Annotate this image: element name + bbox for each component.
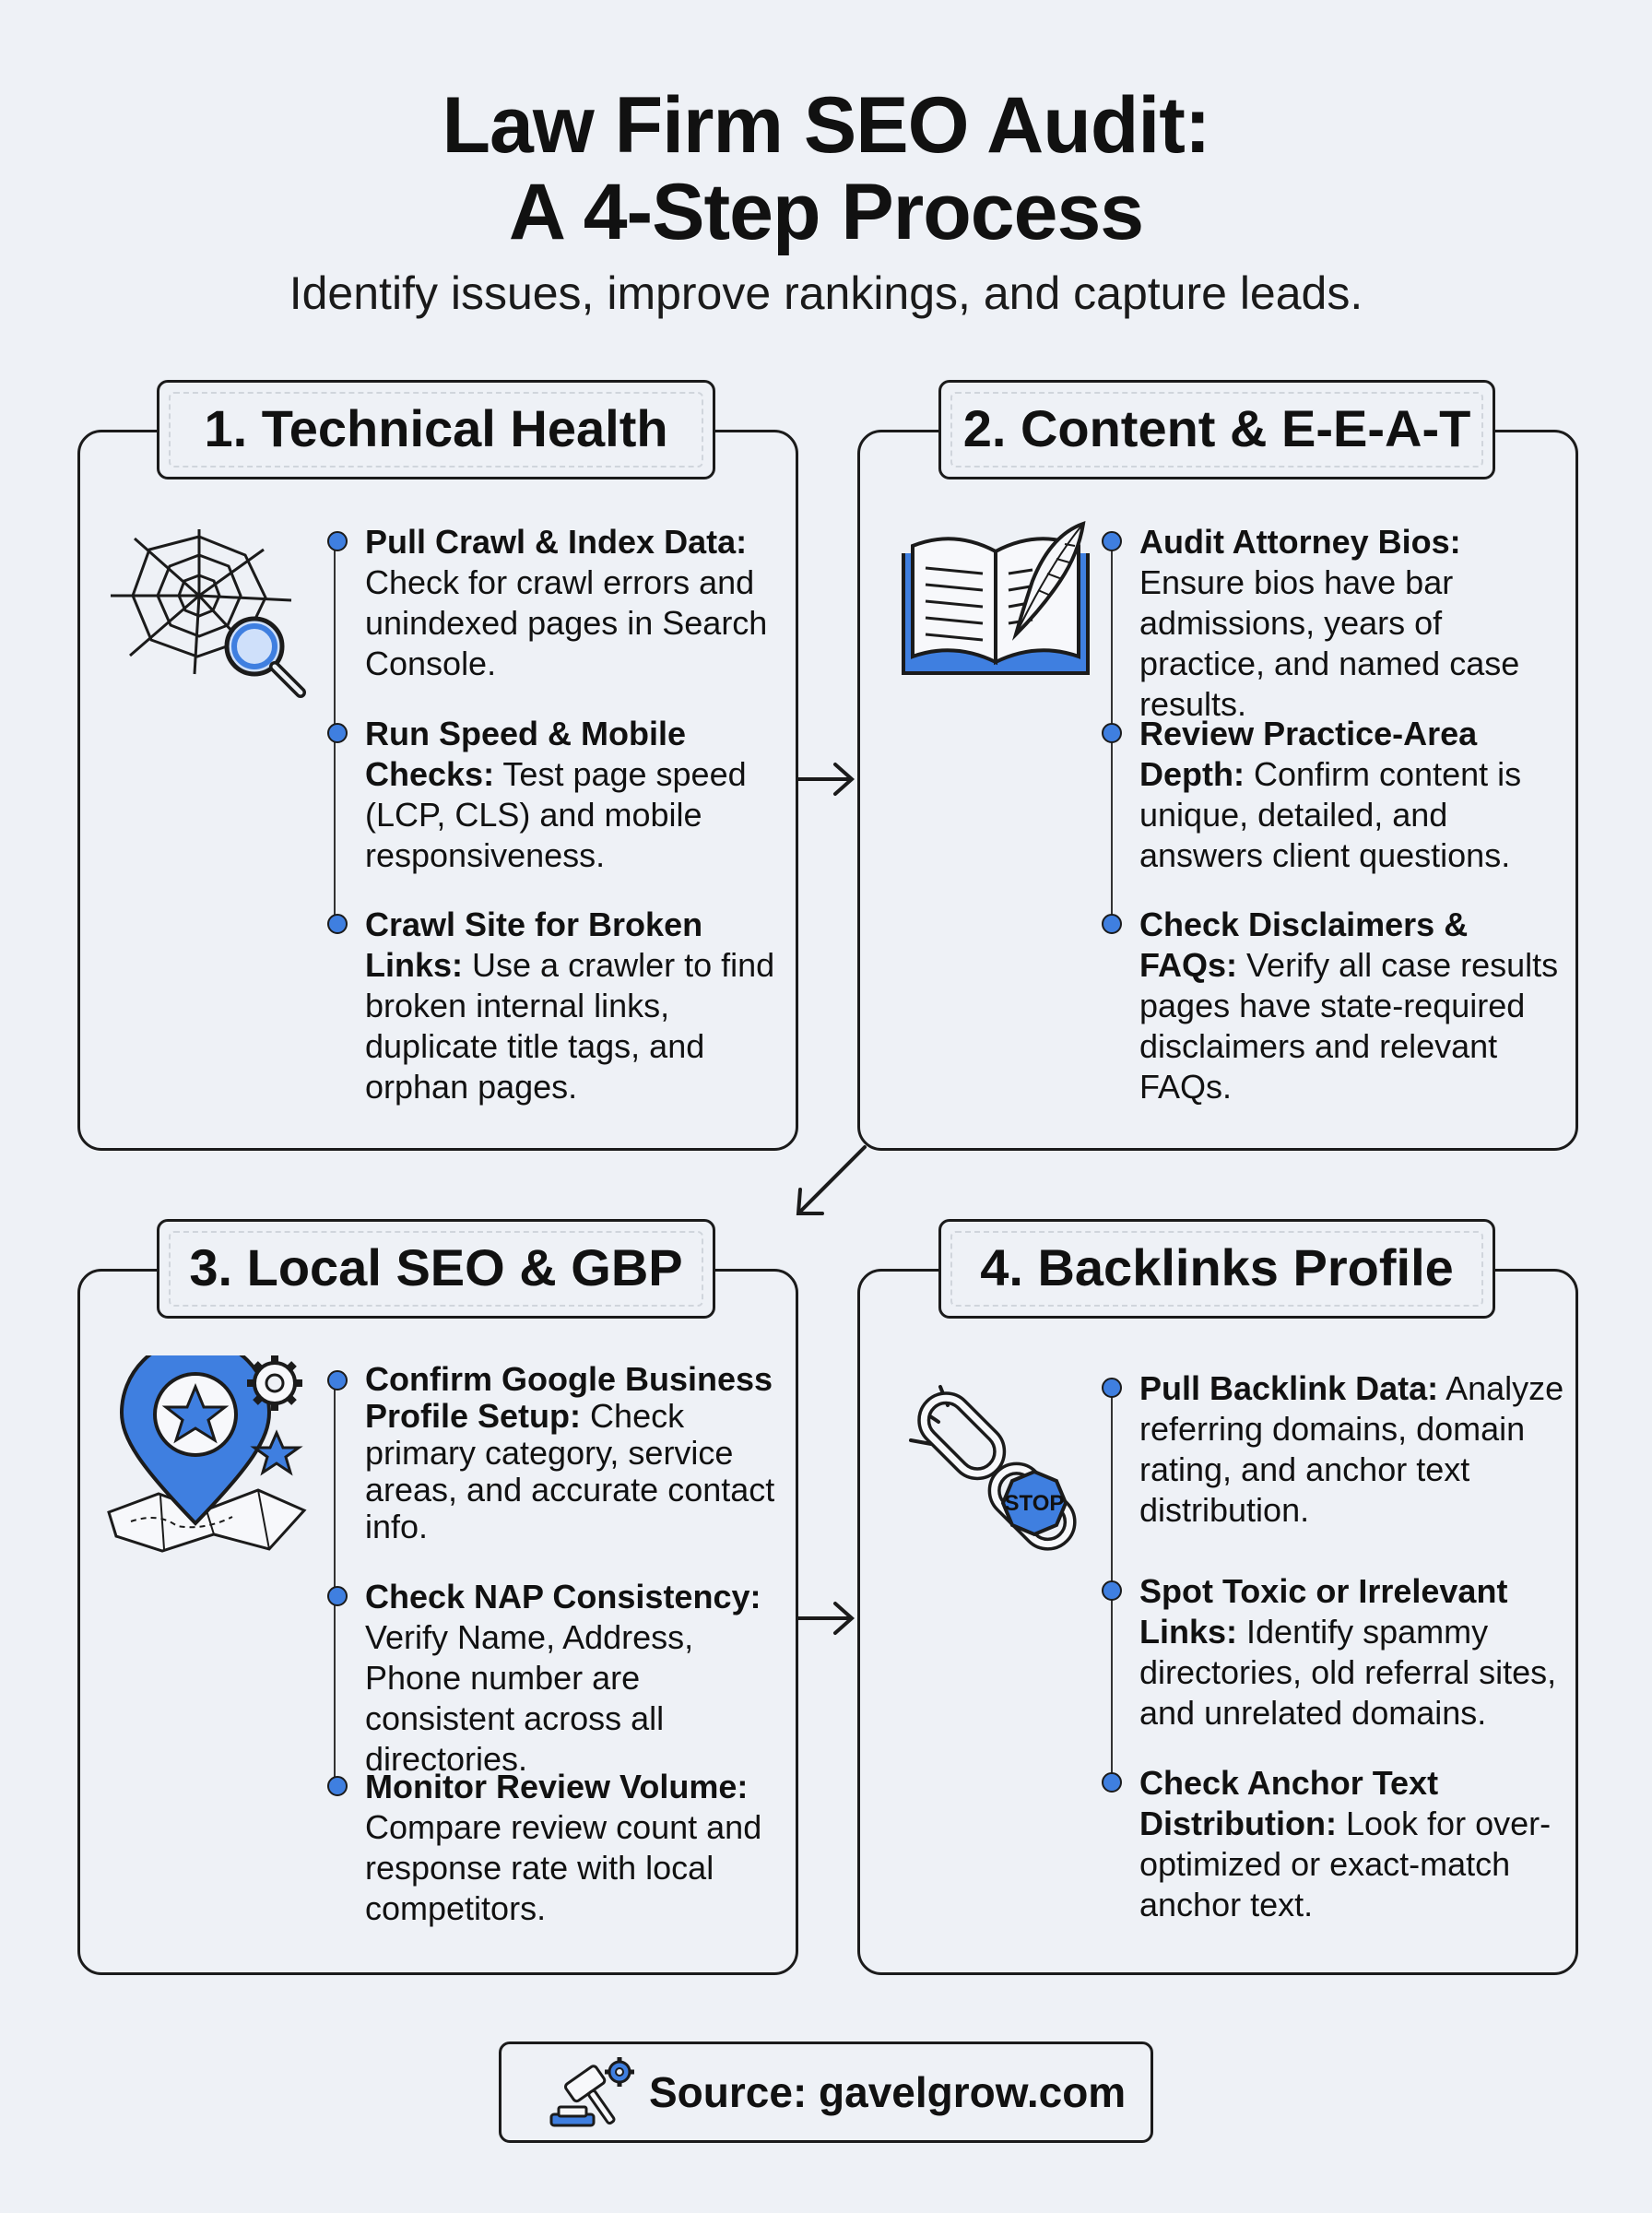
step-2-item-3 [1139, 905, 1573, 1107]
bullet-dot [1102, 531, 1122, 551]
item-title: Monitor Review Volume: [365, 1768, 749, 1805]
source-label: Source: gavelgrow.com [649, 2068, 1127, 2116]
arrow-right-3-to-4 [795, 1595, 861, 1641]
broken-chain-stop-sign-icon [894, 1368, 1097, 1562]
step-4-item-3 [1139, 1763, 1573, 1925]
item-text: Verify all case results pages have state-required disclaimers and relevant FAQs. [1139, 946, 1559, 1106]
arrow-right-1-to-2 [795, 756, 861, 802]
item-text: Identify spammy directories, old referral sites, and unrelated domains. [1139, 1613, 1557, 1732]
spider-web-magnifier-icon [107, 522, 319, 706]
item-text: Confirm content is unique, detailed, and answers client questions. [1139, 755, 1522, 874]
item-text: Check for crawl errors and unindexed pages in Search Console. [365, 563, 768, 682]
step-4-item-1 [1139, 1368, 1573, 1531]
bullet-dot [327, 1370, 348, 1391]
item-text: Compare review count and response rate with local competitors. [365, 1808, 762, 1927]
step-title-1: 1. Technical Health [157, 380, 715, 479]
bullet-dot [327, 914, 348, 934]
bullet-dot [327, 1776, 348, 1796]
item-text: Ensure bios have bar admissions, years of practice, and named case results. [1139, 563, 1520, 723]
bullet-dot [327, 723, 348, 743]
item-title: Audit Attorney Bios: [1139, 523, 1461, 561]
item-title: Pull Crawl & Index Data: [365, 523, 748, 561]
item-title: Check NAP Consistency: [365, 1578, 761, 1615]
source-box [499, 2041, 1153, 2143]
stop-sign-label: STOP [1004, 1491, 1065, 1516]
step-3-item-3 [365, 1767, 798, 1929]
item-title: Run Speed & Mobile Checks: [365, 715, 687, 793]
bullet-dot [1102, 1378, 1122, 1398]
bullet-dot [1102, 914, 1122, 934]
step-3-item-2 [365, 1577, 798, 1780]
item-title: Spot Toxic or Irrelevant Links: [1139, 1572, 1508, 1651]
step-3-item-1 [365, 1361, 780, 1545]
item-title: Check Disclaimers & FAQs: [1139, 905, 1469, 984]
bullet-dot [327, 531, 348, 551]
step-2-item-1 [1139, 522, 1573, 725]
item-text: Use a crawler to find broken internal links, duplicate title tags, and orphan pages. [365, 946, 775, 1106]
page-title-line-2: A 4-Step Process [508, 168, 1144, 256]
step-title-4: 4. Backlinks Profile [938, 1219, 1495, 1319]
bullet-dot [327, 1586, 348, 1606]
item-title: Confirm Google Business Profile Setup: [365, 1360, 773, 1435]
page-title-line-1: Law Firm SEO Audit: [442, 81, 1210, 170]
step-2-item-2 [1139, 714, 1573, 876]
bullet-dot [1102, 1772, 1122, 1793]
gavel-gear-icon [546, 2055, 638, 2133]
bullet-dot [1102, 723, 1122, 743]
item-text: Analyze referring domains, domain rating, and anchor text distribution. [1139, 1369, 1564, 1529]
book-quill-icon [894, 516, 1097, 682]
arrow-diagonal-2-to-3 [789, 1142, 872, 1225]
step-1-item-2 [365, 714, 798, 876]
step-1-item-1 [365, 522, 798, 684]
timeline-3 [334, 1383, 336, 1785]
item-title: Check Anchor Text Distribution: [1139, 1764, 1439, 1842]
item-text: Check primary category, service areas, and accurate contact info. [365, 1397, 775, 1545]
item-text: Look for over-optimized or exact-match anchor text. [1139, 1805, 1552, 1923]
step-title-2: 2. Content & E-E-A-T [938, 380, 1495, 479]
step-title-3: 3. Local SEO & GBP [157, 1219, 715, 1319]
item-title: Crawl Site for Broken Links: [365, 905, 703, 984]
item-title: Review Practice-Area Depth: [1139, 715, 1478, 793]
item-text: Verify Name, Address, Phone number are consistent across all directories. [365, 1618, 694, 1778]
step-1-item-3 [365, 905, 798, 1107]
item-text: Test page speed (LCP, CLS) and mobile responsiveness. [365, 755, 747, 874]
bullet-dot [1102, 1580, 1122, 1601]
step-4-item-2 [1139, 1571, 1573, 1734]
page-subtitle: Identify issues, improve rankings, and capture leads. [289, 267, 1363, 319]
item-title: Pull Backlink Data: [1139, 1369, 1439, 1407]
map-pin-star-gear-icon [103, 1355, 315, 1558]
